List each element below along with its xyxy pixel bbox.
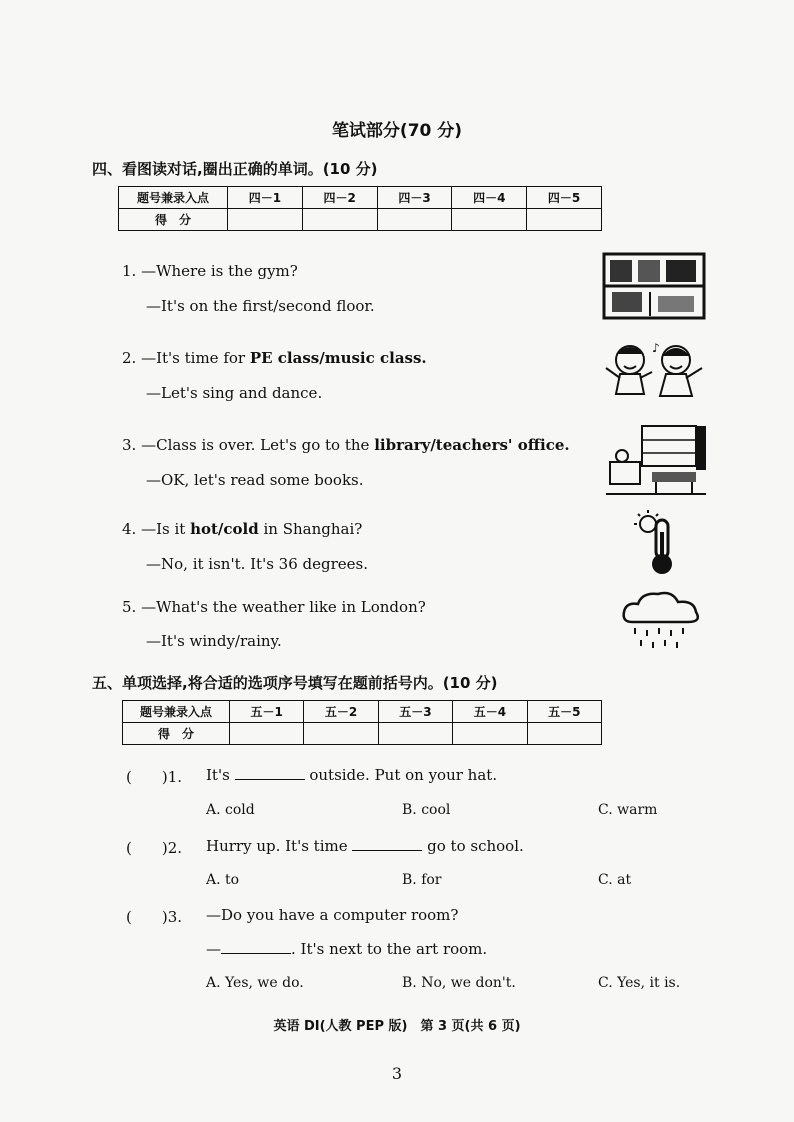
item-5-line-2: —It's windy/rainy.	[146, 632, 282, 650]
building-floors-icon	[600, 250, 708, 322]
question-3-option-b: B. No, we don't.	[402, 975, 516, 991]
score-cell[interactable]	[304, 723, 378, 745]
answer-blank	[352, 849, 422, 851]
table-header-cell: 四－2	[302, 187, 377, 209]
question-3-option-a: A. Yes, we do.	[206, 975, 304, 991]
item-3-line-2: —OK, let's read some books.	[146, 471, 364, 489]
table-row	[119, 187, 602, 209]
thermometer-sun-icon	[632, 510, 682, 576]
page-number: 3	[391, 1064, 403, 1083]
score-cell[interactable]	[452, 209, 527, 231]
answer-blank	[221, 952, 291, 954]
item-4-line-1: 4. —Is it hot/cold in Shanghai?	[122, 520, 363, 538]
question-1-text: It's outside. Put on your hat.	[206, 766, 498, 784]
svg-text:♪: ♪	[652, 341, 660, 355]
item-2-line-2: —Let's sing and dance.	[146, 384, 323, 402]
table-header-cell: 五－1	[230, 701, 304, 723]
question-2-answer-paren[interactable]: ( )2.	[126, 839, 183, 857]
question-3-text: —Do you have a computer room?	[206, 906, 459, 924]
table-header-cell: 五－5	[527, 701, 601, 723]
table-row	[123, 701, 602, 723]
section-5-score-table	[122, 700, 602, 745]
question-1-option-a: A. cold	[206, 802, 255, 818]
question-2-option-a: A. to	[206, 872, 240, 888]
page-title: 笔试部分(70 分)	[331, 121, 463, 141]
score-label: 得 分	[123, 723, 230, 745]
item-1-line-2: —It's on the first/second floor.	[146, 297, 375, 315]
table-header-cell: 五－4	[453, 701, 527, 723]
score-cell[interactable]	[527, 209, 602, 231]
score-cell[interactable]	[228, 209, 303, 231]
item-5-line-1: 5. —What's the weather like in London?	[122, 598, 426, 616]
library-icon	[602, 422, 710, 498]
score-cell[interactable]	[302, 209, 377, 231]
table-header-cell: 五－2	[304, 701, 378, 723]
score-label: 得 分	[119, 209, 228, 231]
score-cell[interactable]	[527, 723, 601, 745]
score-cell[interactable]	[377, 209, 452, 231]
item-4-line-2: —No, it isn't. It's 36 degrees.	[146, 555, 368, 573]
table-header-label: 题号兼录入点	[119, 187, 228, 209]
question-3-line-2: — . It's next to the art room.	[206, 940, 488, 958]
table-header-label: 题号兼录入点	[123, 701, 230, 723]
item-2-line-1: 2. —It's time for PE class/music class.	[122, 349, 427, 367]
question-2-text: Hurry up. It's time go to school.	[206, 837, 524, 855]
question-1-option-b: B. cool	[402, 802, 451, 818]
question-2-option-c: C. at	[598, 872, 632, 888]
section-4-score-table	[118, 186, 602, 231]
table-header-cell: 四－4	[452, 187, 527, 209]
singing-children-icon	[602, 338, 706, 408]
question-1-option-c: C. warm	[598, 802, 658, 818]
page-footer: 英语 DI(人教 PEP 版) 第 3 页(共 6 页)	[273, 1019, 521, 1034]
score-cell[interactable]	[453, 723, 527, 745]
score-cell[interactable]	[378, 723, 452, 745]
question-2-option-b: B. for	[402, 872, 442, 888]
question-3-answer-paren[interactable]: ( )3.	[126, 908, 183, 926]
section-5-heading: 五、单项选择,将合适的选项序号填写在题前括号内。(10 分)	[92, 674, 498, 692]
question-3-option-c: C. Yes, it is.	[598, 975, 681, 991]
item-1-line-1: 1. —Where is the gym?	[122, 262, 298, 280]
table-row	[119, 209, 602, 231]
item-3-line-1: 3. —Class is over. Let's go to the library/teachers' office.	[122, 436, 570, 454]
table-header-cell: 四－5	[527, 187, 602, 209]
table-header-cell: 五－3	[378, 701, 452, 723]
section-4-heading: 四、看图读对话,圈出正确的单词。(10 分)	[92, 160, 378, 178]
question-1-answer-paren[interactable]: ( )1.	[126, 768, 183, 786]
table-row	[123, 723, 602, 745]
rain-cloud-icon	[618, 590, 704, 650]
answer-blank	[235, 778, 305, 780]
score-cell[interactable]	[230, 723, 304, 745]
table-header-cell: 四－1	[228, 187, 303, 209]
table-header-cell: 四－3	[377, 187, 452, 209]
